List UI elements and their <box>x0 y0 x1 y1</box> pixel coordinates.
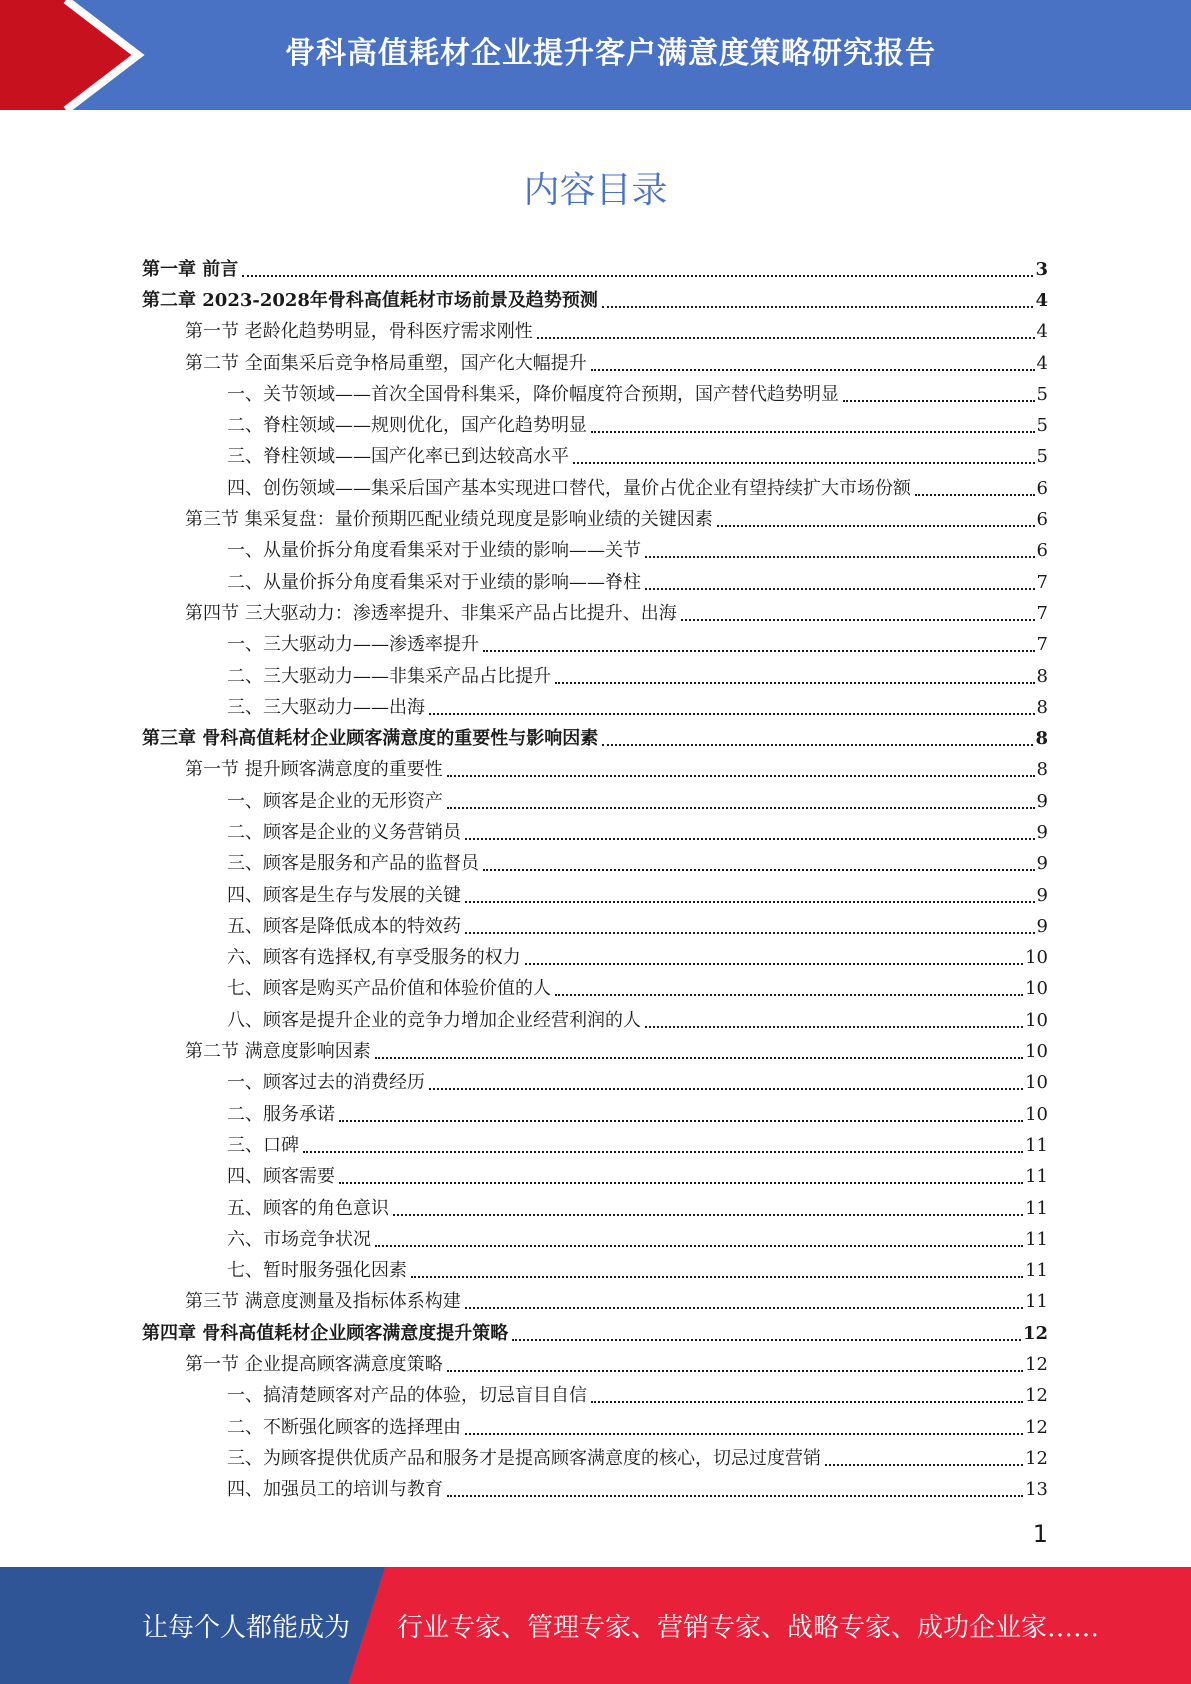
toc-entry-label: 一、顾客是企业的无形资产 <box>227 790 443 812</box>
toc-entry-page: 8 <box>1035 728 1048 750</box>
toc-entry[interactable] <box>142 1349 1048 1380</box>
toc-entry[interactable] <box>142 1193 1048 1224</box>
dot-leader <box>645 1026 1023 1028</box>
toc-entry[interactable] <box>142 1475 1048 1506</box>
dot-leader <box>483 650 1035 652</box>
toc-entry-page: 11 <box>1025 1134 1048 1156</box>
footer-slogan-right: 行业专家、管理专家、营销专家、战略专家、成功企业家…… <box>397 1613 1100 1643</box>
toc-entry-label: 第三节 满意度测量及指标体系构建 <box>185 1291 461 1313</box>
toc-entry-label: 五、顾客是降低成本的特效药 <box>227 915 461 937</box>
dot-leader <box>393 1214 1023 1216</box>
toc-entry[interactable] <box>142 1162 1048 1193</box>
toc-entry-page: 10 <box>1025 947 1048 969</box>
toc-entry-label: 二、脊柱领域——规则优化，国产化趋势明显 <box>227 415 587 437</box>
toc-entry-page: 10 <box>1025 978 1048 1000</box>
dot-leader <box>465 901 1035 903</box>
toc-entry-label: 三、脊柱领域——国产化率已到达较高水平 <box>227 446 569 468</box>
dot-leader <box>537 337 1035 339</box>
toc-entry-page: 4 <box>1036 321 1048 343</box>
toc-entry-page: 6 <box>1036 509 1048 531</box>
red-chevron-decoration <box>0 0 150 110</box>
toc-heading: 内容目录 <box>523 170 668 211</box>
dot-leader <box>429 713 1035 715</box>
toc-entry[interactable] <box>142 974 1048 1005</box>
toc-entry[interactable] <box>142 755 1048 786</box>
dot-leader <box>555 682 1035 684</box>
toc-entry-page: 13 <box>1025 1479 1048 1501</box>
toc-entry-page: 5 <box>1036 383 1048 405</box>
toc-entry-label: 第二节 全面集采后竞争格局重塑，国产化大幅提升 <box>185 352 587 374</box>
dot-leader <box>447 807 1035 809</box>
toc-entry-label: 三、口碑 <box>227 1134 299 1156</box>
toc-entry[interactable] <box>142 723 1048 754</box>
dot-leader <box>681 619 1035 621</box>
toc-entry-label: 四、加强员工的培训与教育 <box>227 1479 443 1501</box>
toc-entry-label: 一、搞清楚顾客对产品的体验，切忌盲目自信 <box>227 1385 587 1407</box>
toc-entry-page: 9 <box>1036 790 1048 812</box>
dot-leader <box>447 775 1035 777</box>
dot-leader <box>717 525 1035 527</box>
dot-leader <box>242 275 1033 277</box>
toc-entry-label: 二、服务承诺 <box>227 1103 335 1125</box>
toc-entry[interactable] <box>142 410 1048 441</box>
toc-entry-page: 8 <box>1036 665 1048 687</box>
toc-entry[interactable] <box>142 473 1048 504</box>
dot-leader <box>591 1401 1023 1403</box>
toc-entry-label: 第一节 提升顾客满意度的重要性 <box>185 759 443 781</box>
report-header-band <box>0 0 1191 110</box>
dot-leader <box>375 1245 1023 1247</box>
toc-entry-label: 二、从量价拆分角度看集采对于业绩的影响——脊柱 <box>227 571 641 593</box>
toc-entry-label: 三、为顾客提供优质产品和服务才是提高顾客满意度的核心，切忌过度营销 <box>227 1447 821 1469</box>
toc-entry[interactable] <box>142 598 1048 629</box>
page-number: 1 <box>1032 1520 1048 1548</box>
toc-entry[interactable] <box>142 661 1048 692</box>
toc-entry-label: 一、顾客过去的消费经历 <box>227 1072 425 1094</box>
toc-entry[interactable] <box>142 379 1048 410</box>
dot-leader <box>602 744 1033 746</box>
toc-entry[interactable] <box>142 1412 1048 1443</box>
toc-entry[interactable] <box>142 254 1048 285</box>
toc-entry-label: 第二章 2023-2028年骨科高值耗材市场前景及趋势预测 <box>142 289 598 311</box>
toc-entry-page: 7 <box>1036 602 1048 624</box>
dot-leader <box>525 963 1023 965</box>
toc-entry[interactable] <box>142 1130 1048 1161</box>
toc-entry[interactable] <box>142 536 1048 567</box>
dot-leader <box>591 431 1035 433</box>
dot-leader <box>411 1276 1023 1278</box>
dot-leader <box>447 1370 1023 1372</box>
toc-entry-page: 12 <box>1025 1385 1048 1407</box>
toc-entry[interactable] <box>142 1036 1048 1067</box>
dot-leader <box>573 462 1035 464</box>
toc-entry-label: 一、从量价拆分角度看集采对于业绩的影响——关节 <box>227 540 641 562</box>
dot-leader <box>303 1151 1023 1153</box>
toc-entry[interactable] <box>142 1005 1048 1036</box>
toc-entry[interactable] <box>142 1318 1048 1349</box>
toc-entry[interactable] <box>142 567 1048 598</box>
toc-entry[interactable] <box>142 317 1048 348</box>
toc-entry[interactable] <box>142 1099 1048 1130</box>
toc-entry[interactable] <box>142 1443 1048 1474</box>
toc-entry-label: 四、顾客需要 <box>227 1166 335 1188</box>
dot-leader <box>591 369 1035 371</box>
toc-entry-label: 第四章 骨科高值耗材企业顾客满意度提升策略 <box>142 1322 509 1344</box>
footer-slogan-left: 让每个人都能成为 <box>142 1613 351 1643</box>
toc-entry[interactable] <box>142 1224 1048 1255</box>
dot-leader <box>465 932 1035 934</box>
toc-entry-page: 6 <box>1036 540 1048 562</box>
toc-entry-page: 7 <box>1036 571 1048 593</box>
dot-leader <box>339 1120 1023 1122</box>
toc-entry-page: 12 <box>1025 1354 1048 1376</box>
toc-entry-label: 第一节 老龄化趋势明显，骨科医疗需求刚性 <box>185 321 533 343</box>
toc-entry-page: 11 <box>1025 1260 1048 1282</box>
toc-entry-page: 9 <box>1036 821 1048 843</box>
toc-entry-page: 7 <box>1036 634 1048 656</box>
toc-entry-page: 6 <box>1036 477 1048 499</box>
toc-entry-label: 第一节 企业提高顾客满意度策略 <box>185 1354 443 1376</box>
toc-entry-label: 第四节 三大驱动力：渗透率提升、非集采产品占比提升、出海 <box>185 602 677 624</box>
toc-entry-label: 六、市场竞争状况 <box>227 1228 371 1250</box>
toc-entry-label: 二、三大驱动力——非集采产品占比提升 <box>227 665 551 687</box>
toc-entry[interactable] <box>142 849 1048 880</box>
toc-entry[interactable] <box>142 880 1048 911</box>
toc-entry-label: 六、顾客有选择权,有享受服务的权力 <box>227 947 521 969</box>
toc-entry-page: 10 <box>1025 1103 1048 1125</box>
dot-leader <box>465 1433 1023 1435</box>
toc-entry-label: 一、关节领域——首次全国骨科集采，降价幅度符合预期，国产替代趋势明显 <box>227 383 839 405</box>
toc-entry[interactable] <box>142 1287 1048 1318</box>
toc-entry-page: 11 <box>1025 1291 1048 1313</box>
dot-leader <box>555 994 1023 996</box>
dot-leader <box>483 869 1035 871</box>
dot-leader <box>339 1182 1023 1184</box>
toc-entry[interactable] <box>142 1381 1048 1412</box>
toc-entry-label: 二、不断强化顾客的选择理由 <box>227 1416 461 1438</box>
dot-leader <box>645 556 1035 558</box>
toc-entry-page: 4 <box>1035 289 1048 311</box>
toc-entry-label: 一、三大驱动力——渗透率提升 <box>227 634 479 656</box>
toc-entry-page: 8 <box>1036 759 1048 781</box>
toc-entry-label: 三、三大驱动力——出海 <box>227 696 425 718</box>
toc-entry-label: 四、创伤领域——集采后国产基本实现进口替代，量价占优企业有望持续扩大市场份额 <box>227 477 911 499</box>
toc-entry-label: 四、顾客是生存与发展的关键 <box>227 884 461 906</box>
toc-entry-page: 10 <box>1025 1041 1048 1063</box>
toc-entry[interactable] <box>142 692 1048 723</box>
toc-entry-page: 4 <box>1036 352 1048 374</box>
toc-entry-page: 9 <box>1036 884 1048 906</box>
dot-leader <box>465 1307 1023 1309</box>
dot-leader <box>447 1495 1023 1497</box>
toc-entry-label: 第三章 骨科高值耗材企业顾客满意度的重要性与影响因素 <box>142 728 599 750</box>
dot-leader <box>915 494 1035 496</box>
toc-entry[interactable] <box>142 1068 1048 1099</box>
toc-entry[interactable] <box>142 786 1048 817</box>
toc-entry-page: 5 <box>1036 446 1048 468</box>
toc-entry-label: 三、顾客是服务和产品的监督员 <box>227 853 479 875</box>
toc-entry-page: 10 <box>1025 1009 1048 1031</box>
toc-entry[interactable] <box>142 630 1048 661</box>
toc-entry[interactable] <box>142 442 1048 473</box>
toc-entry-page: 11 <box>1025 1228 1048 1250</box>
footer-band <box>0 1567 1191 1684</box>
dot-leader <box>602 306 1034 308</box>
table-of-contents <box>142 254 1048 1506</box>
toc-entry-label: 第三节 集采复盘：量价预期匹配业绩兑现度是影响业绩的关键因素 <box>185 509 713 531</box>
toc-entry[interactable] <box>142 943 1048 974</box>
toc-entry-page: 9 <box>1036 915 1048 937</box>
toc-entry-page: 3 <box>1035 258 1048 280</box>
dot-leader <box>375 1057 1023 1059</box>
toc-entry[interactable] <box>142 285 1048 316</box>
report-title: 骨科高值耗材企业提升客户满意度策略研究报告 <box>285 36 936 71</box>
toc-entry[interactable] <box>142 504 1048 535</box>
dot-leader <box>429 1088 1023 1090</box>
dot-leader <box>465 838 1035 840</box>
toc-entry-label: 第一章 前言 <box>142 258 239 280</box>
dot-leader <box>512 1339 1021 1341</box>
toc-entry-page: 12 <box>1025 1447 1048 1469</box>
toc-entry[interactable] <box>142 348 1048 379</box>
dot-leader <box>645 588 1035 590</box>
toc-entry-page: 9 <box>1036 853 1048 875</box>
toc-entry-page: 5 <box>1036 415 1048 437</box>
toc-entry-page: 12 <box>1025 1416 1048 1438</box>
toc-entry-label: 第二节 满意度影响因素 <box>185 1041 371 1063</box>
toc-entry-label: 五、顾客的角色意识 <box>227 1197 389 1219</box>
dot-leader <box>825 1464 1023 1466</box>
toc-entry-label: 二、顾客是企业的义务营销员 <box>227 821 461 843</box>
toc-entry-page: 10 <box>1025 1072 1048 1094</box>
toc-entry-label: 七、顾客是购买产品价值和体验价值的人 <box>227 978 551 1000</box>
toc-entry-label: 八、顾客是提升企业的竞争力增加企业经营利润的人 <box>227 1009 641 1031</box>
toc-entry-label: 七、暂时服务强化因素 <box>227 1260 407 1282</box>
toc-entry[interactable] <box>142 911 1048 942</box>
toc-entry-page: 11 <box>1025 1166 1048 1188</box>
dot-leader <box>843 400 1035 402</box>
toc-entry[interactable] <box>142 1256 1048 1287</box>
toc-entry[interactable] <box>142 817 1048 848</box>
toc-entry-page: 8 <box>1036 696 1048 718</box>
toc-entry-page: 11 <box>1025 1197 1048 1219</box>
toc-entry-page: 12 <box>1022 1322 1048 1344</box>
